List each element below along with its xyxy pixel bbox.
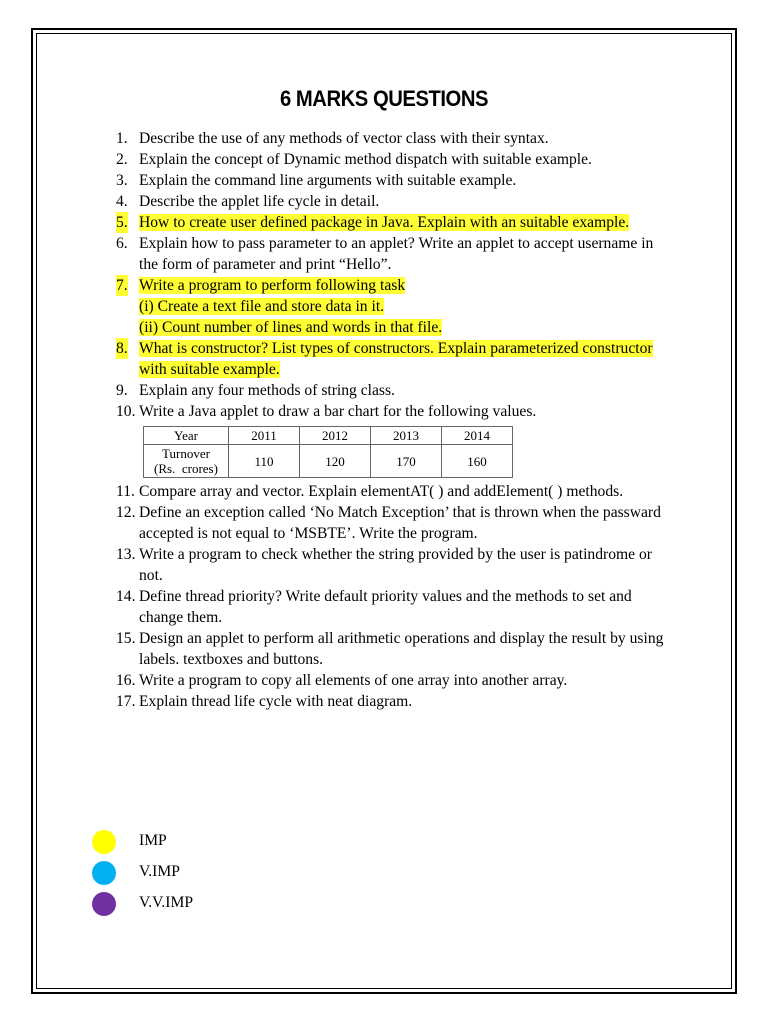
question-list — [116, 128, 676, 712]
question-text: Define an exception called ‘No Match Exception’ that is thrown when the passward accepted is not equal to ‘MSBTE’. Write the program. — [139, 504, 661, 542]
table-row-label-line: Turnover — [162, 446, 210, 461]
question-number: 8. — [116, 340, 128, 357]
table-cell: 110 — [229, 445, 300, 478]
question-16 — [116, 670, 676, 691]
table-cell: 2013 — [371, 427, 442, 445]
table-row-label-line: (Rs. crores) — [154, 461, 218, 476]
question-6 — [116, 233, 676, 275]
turnover-table — [143, 426, 513, 478]
yellow-dot-icon — [92, 830, 116, 854]
question-number: 12. — [116, 504, 136, 521]
question-text: Explain any four methods of string class. — [139, 382, 395, 399]
table-cell: 160 — [442, 445, 513, 478]
question-12 — [116, 502, 676, 544]
page-title: 6 MARKS QUESTIONS — [279, 86, 489, 111]
question-text: Explain thread life cycle with neat diagram. — [139, 693, 413, 710]
question-text: Write a Java applet to draw a bar chart for the following values. — [139, 403, 537, 420]
question-14 — [116, 586, 676, 628]
question-9 — [116, 380, 676, 401]
table-cell: 170 — [371, 445, 442, 478]
question-number: 2. — [116, 151, 128, 168]
table-cell: 2012 — [300, 427, 371, 445]
table-cell: Year — [144, 427, 229, 445]
table-cell: 2014 — [442, 427, 513, 445]
question-number: 3. — [116, 172, 128, 189]
question-text: Write a program to copy all elements of one array into another array. — [139, 672, 568, 689]
question-number: 5. — [116, 214, 128, 231]
question-number: 13. — [116, 546, 136, 563]
question-text: Compare array and vector. Explain elementAT( ) and addElement( ) methods. — [139, 483, 624, 500]
question-number: 1. — [116, 130, 128, 147]
question-text: Explain the command line arguments with suitable example. — [139, 172, 517, 189]
question-text: Explain how to pass parameter to an applet? Write an applet to accept username in the form of parameter and print “Hello”. — [139, 235, 654, 273]
question-3 — [116, 170, 676, 191]
question-text: Define thread priority? Write default priority values and the methods to set and change them. — [139, 588, 632, 626]
question-text: Describe the use of any methods of vector class with their syntax. — [139, 130, 549, 147]
table-row-label — [144, 445, 229, 478]
question-number: 16. — [116, 672, 136, 689]
question-number: 15. — [116, 630, 136, 647]
legend-label: IMP — [139, 832, 167, 849]
question-2 — [116, 149, 676, 170]
question-1 — [116, 128, 676, 149]
question-13 — [116, 544, 676, 586]
question-7 — [116, 275, 676, 338]
question-number: 6. — [116, 235, 128, 252]
question-number: 14. — [116, 588, 136, 605]
question-number: 10. — [116, 403, 136, 420]
question-number: 9. — [116, 382, 128, 399]
legend-label: V.IMP — [139, 863, 180, 880]
question-text: What is constructor? List types of constructors. Explain parameterized constructor with suitable example. — [139, 340, 653, 378]
question-text: Write a program to check whether the string provided by the user is patindrome or not. — [139, 546, 652, 584]
question-subtask: (ii) Count number of lines and words in that file. — [139, 319, 443, 336]
question-number: 11. — [116, 483, 135, 500]
question-10 — [116, 401, 676, 422]
table-header-row — [144, 427, 513, 445]
purple-dot-icon — [92, 892, 116, 916]
legend-label: V.V.IMP — [139, 894, 194, 911]
turnover-table-wrapper — [143, 426, 676, 481]
question-number: 7. — [116, 277, 128, 294]
question-11 — [116, 481, 676, 502]
question-5 — [116, 212, 676, 233]
question-number: 4. — [116, 193, 128, 210]
question-4 — [116, 191, 676, 212]
question-text: How to create user defined package in Java. Explain with an suitable example. — [139, 214, 630, 231]
question-text: Explain the concept of Dynamic method dispatch with suitable example. — [139, 151, 592, 168]
table-row — [144, 445, 513, 478]
question-text: Design an applet to perform all arithmetic operations and display the result by using labels. textboxes and buttons. — [139, 630, 664, 668]
blue-dot-icon — [92, 861, 116, 885]
table-cell: 2011 — [229, 427, 300, 445]
question-number: 17. — [116, 693, 136, 710]
table-cell: 120 — [300, 445, 371, 478]
question-text: Write a program to perform following task — [139, 277, 406, 294]
question-15 — [116, 628, 676, 670]
question-17 — [116, 691, 676, 712]
question-text: Describe the applet life cycle in detail. — [139, 193, 380, 210]
question-8 — [116, 338, 676, 380]
question-subtask: (i) Create a text file and store data in it. — [139, 298, 385, 315]
